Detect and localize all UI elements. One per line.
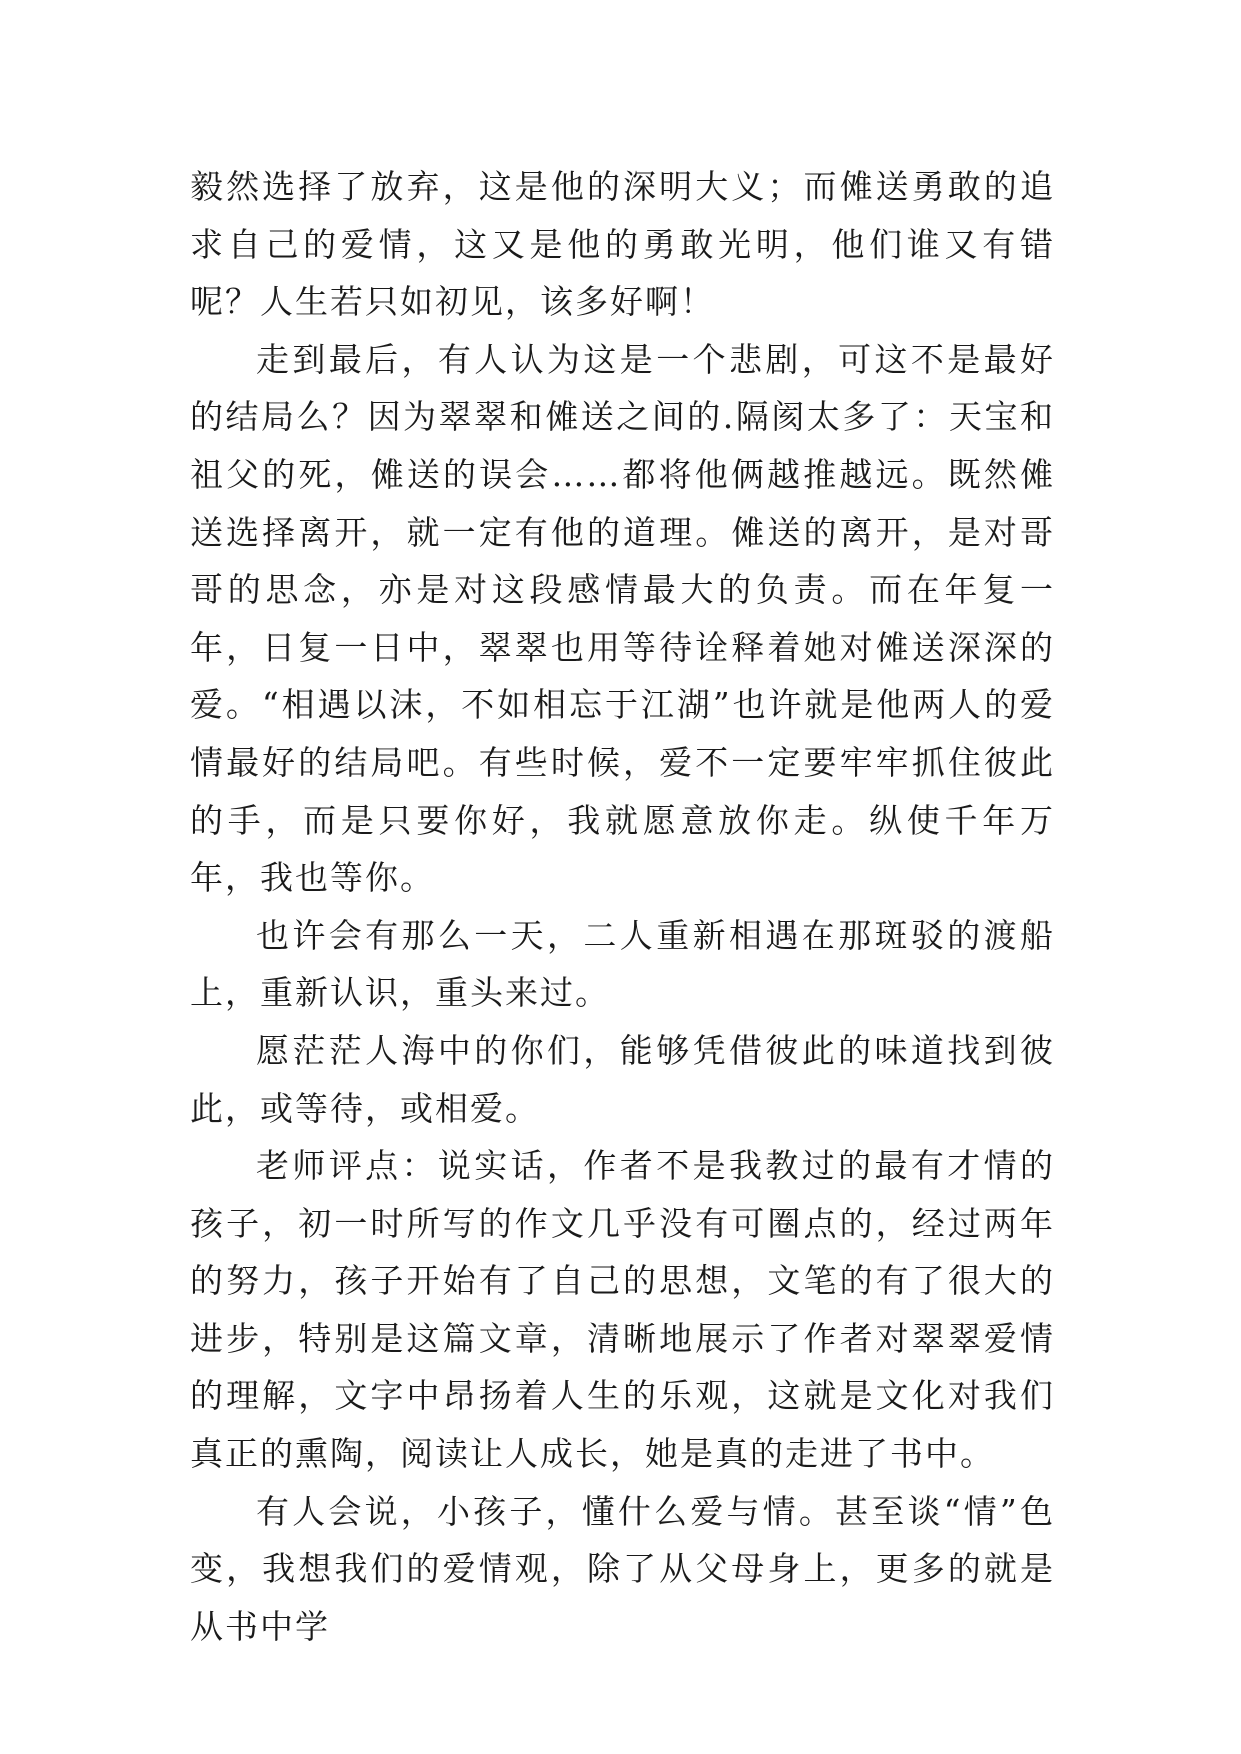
paragraph: 也许会有那么一天，二人重新相遇在那斑驳的渡船上，重新认识，重头来过。 [190,915,1055,1013]
paragraph-continuation: 毅然选择了放弃，这是他的深明大义；而傩送勇敢的追求自己的爱情，这又是他的勇敢光明，他们谁又有错呢？人生若只如初见，该多好啊！ [190,167,1055,322]
paragraph: 走到最后，有人认为这是一个悲剧，可这不是最好的结局么？因为翠翠和傩送之间的.隔阂太多了：天宝和祖父的死，傩送的误会……都将他俩越推越远。既然傩送选择离开，就一定有他的道理。傩送的离开，是对哥哥的思念，亦是对这段感情最大的负责。而在年复一年，日复一日中，翠翠也用等待诠释着她对傩送深深的爱。“相遇以沫，不如相忘于江湖”也许就是他两人的爱情最好的结局吧。有些时候，爱不一定要牢牢抓住彼此的手，而是只要你好，我就愿意放你走。纵使千年万年，我也等你。 [190,339,1055,898]
teacher-comment-paragraph: 老师评点：说实话，作者不是我教过的最有才情的孩子，初一时所写的作文几乎没有可圈点的，经过两年的努力，孩子开始有了自己的思想，文笔的有了很大的进步，特别是这篇文章，清晰地展示了作者对翠翠爱情的理解，文字中昂扬着人生的乐观，这就是文化对我们真正的熏陶，阅读让人成长，她是真的走进了书中。 [190,1146,1055,1474]
paragraph: 愿茫茫人海中的你们，能够凭借彼此的味道找到彼此，或等待，或相爱。 [190,1030,1055,1128]
paragraph: 有人会说，小孩子，懂什么爱与情。甚至谈“情”色变，我想我们的爱情观，除了从父母身上，更多的就是从书中学 [190,1491,1055,1646]
body-text [190,158,1055,1655]
